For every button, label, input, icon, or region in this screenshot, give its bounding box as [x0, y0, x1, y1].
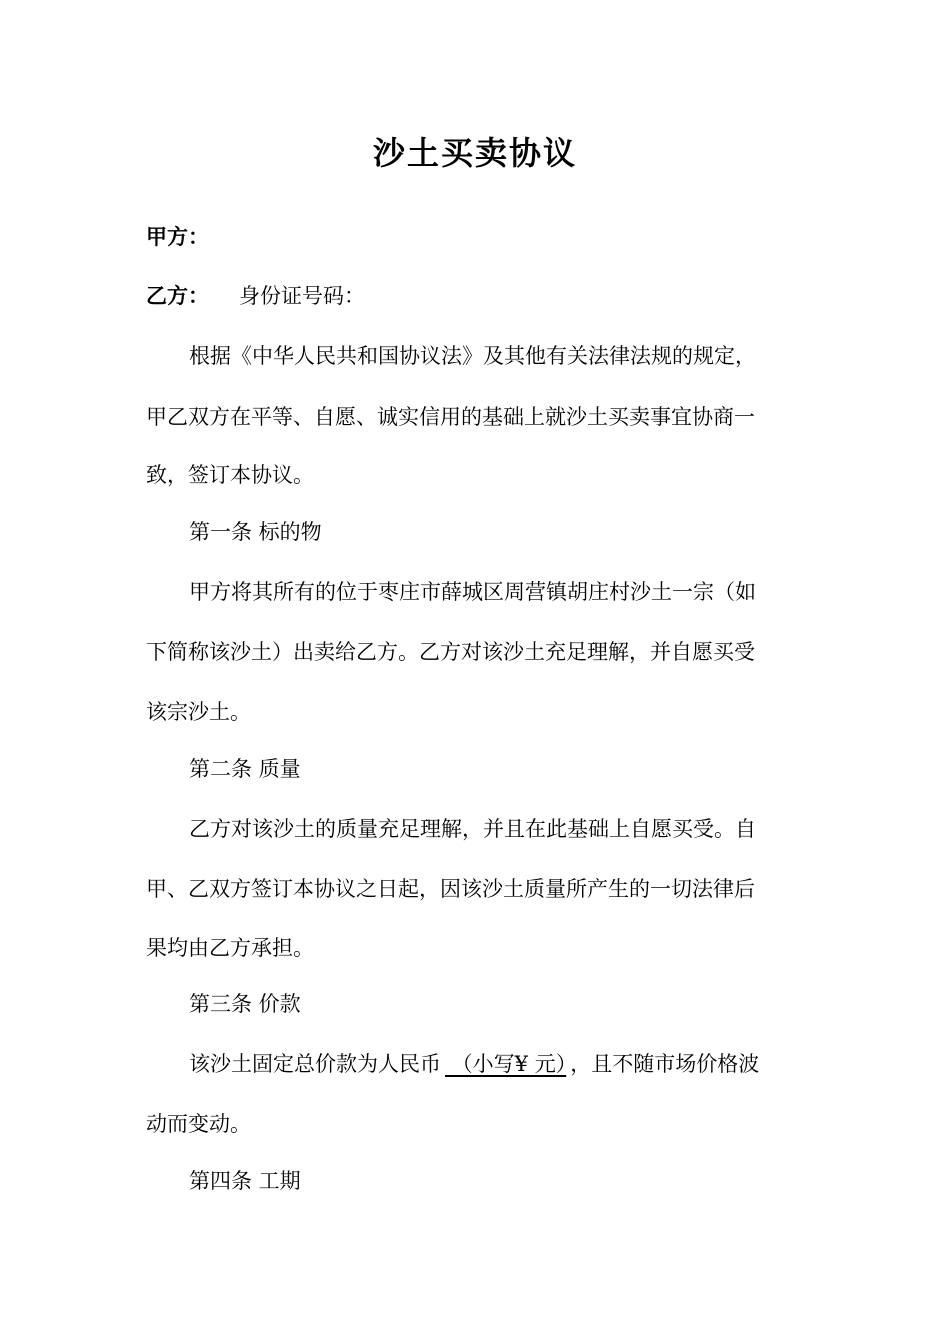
article-1-heading: 第一条 标的物: [189, 520, 322, 544]
article-3-line-2: 动而变动。: [146, 1112, 251, 1136]
party-b-label: 乙方：: [146, 283, 209, 308]
intro-line-3: 致，签订本协议。: [146, 463, 314, 487]
article-1-line-1: 甲方将其所有的位于枣庄市薛城区周营镇胡庄村沙土一宗（如: [189, 580, 756, 604]
id-number-label: 身份证号码：: [239, 284, 365, 308]
party-b-line: [146, 281, 365, 311]
party-a-label: 甲方：: [146, 224, 209, 249]
article-4-heading: 第四条 工期: [189, 1169, 301, 1193]
price-text-after: ，且不随市场价格波: [570, 1052, 760, 1076]
document-title: 沙土买卖协议: [372, 134, 577, 172]
article-2-line-1: 乙方对该沙土的质量充足理解，并且在此基础上自愿买受。自: [189, 817, 756, 841]
article-2-line-3: 果均由乙方承担。: [146, 936, 314, 960]
article-3-line-1: [189, 1049, 759, 1079]
article-2-heading: 第二条 质量: [189, 757, 301, 781]
intro-line-2: 甲乙双方在平等、自愿、诚实信用的基础上就沙土买卖事宜协商一: [146, 405, 755, 429]
article-3-heading: 第三条 价款: [189, 992, 301, 1016]
article-2-line-2: 甲、乙双方签订本协议之日起，因该沙土质量所产生的一切法律后: [146, 877, 755, 901]
price-text-before: 该沙土固定总价款为人民币: [189, 1052, 441, 1076]
article-1-line-2: 下简称该沙土）出卖给乙方。乙方对该沙土充足理解，并自愿买受: [146, 640, 755, 664]
price-blank-field: （小写¥ 元）: [445, 1052, 567, 1076]
intro-line-1: 根据《中华人民共和国协议法》及其他有关法律法规的规定，: [189, 344, 756, 368]
article-1-line-3: 该宗沙土。: [146, 700, 251, 724]
